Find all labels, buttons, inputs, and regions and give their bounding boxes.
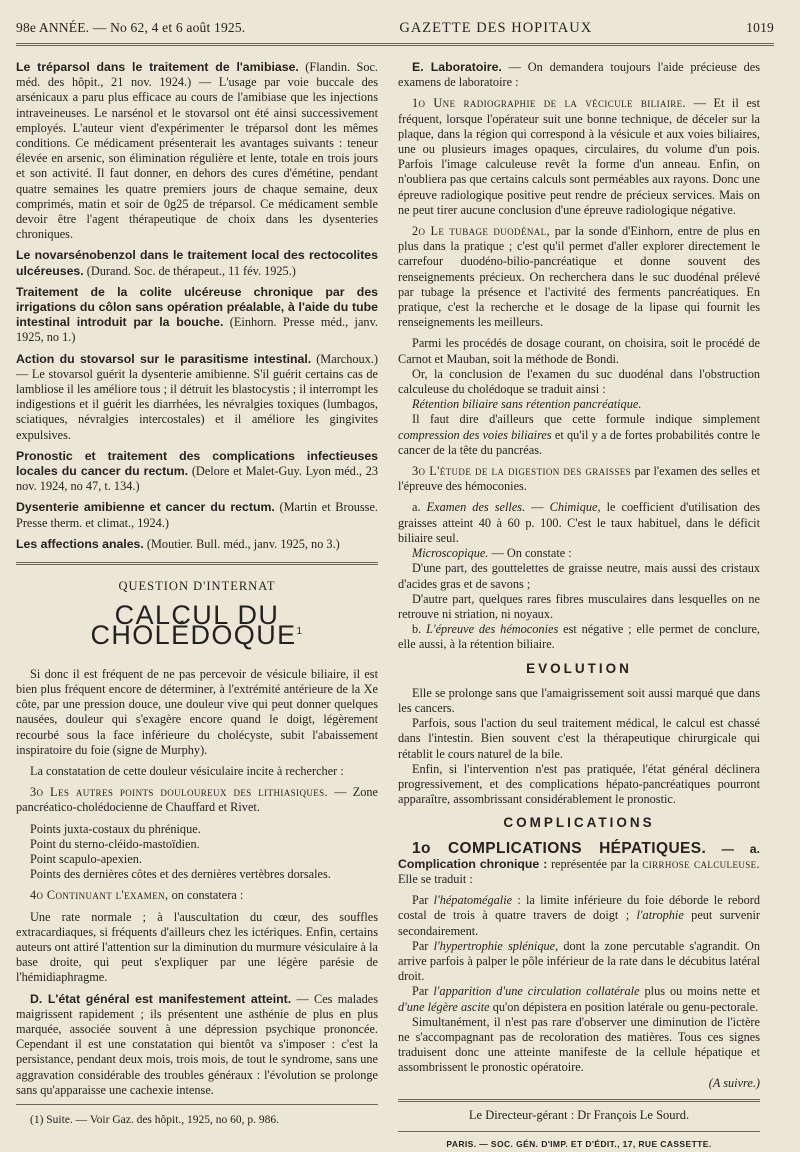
list-item: Point du sterno-cléido-mastoïdien. (30, 836, 200, 851)
para-evolution-3: Enfin, si l'intervention n'est pas pratiquée, l'état général déclinera progressivement, et des complications hépato-pancréatiques pourront apparaître, assombrissant considérablement le pronostic. (398, 761, 760, 807)
left-column (16, 60, 378, 1152)
list-item: Points des dernières côtes et des dernières vertèbres dorsales. (30, 867, 331, 882)
para-ictere: Simultanément, il n'est pas rare d'observer une diminution de l'ictère ne s'accompagnant pas de recoloration des matières. Tous ces signes traduisent donc une atteinte manifeste de la cellule hépatique et assombrissent le pronostic opératoire. (398, 1014, 760, 1075)
footnote-rule (16, 1104, 378, 1105)
page-header (16, 12, 774, 43)
abstract-affections-anales: Les affections anales. (Moutier. Bull. méd., janv. 1925, no 3.) (16, 536, 340, 551)
printer-line: PARIS. — SOC. GÉN. D'IMP. ET D'ÉDIT., 17, RUE CASSETTE. (398, 1131, 760, 1152)
para-hepatomegalie: Par l'hépatomégalie : la limite inférieure du foie déborde le rebord costal de trois à quatre travers de doigt ; l'atrophie peut survenir secondairement. (398, 893, 761, 938)
para-tubage: 2o Le tubage duodénal, par la sonde d'Einhorn, entre de plus en plus dans la pratique ; c'est qu'il permet d'aller explorer directement le carrefour duodéno-bilio-pancréatique et donne souvent des renseignements précieux. On recherchera dans le suc duodénal prélevé par tubage la présence et l'activité des ferments pancréatiques. En pratique, c'est la recherche et le dosage de la lipase qui fournit les renseignements les meilleurs. (398, 224, 760, 330)
para-formule: Il faut dire d'ailleurs que cette formule indique simplement compression des voies biliaires et qu'il y a de fortes probabilités contre le cancer de la tête du pancréas. (398, 412, 760, 457)
para-etat-general: D. L'état général est manifestement atteint. — Ces malades maigrissent rapidement ; ils présentent une asthénie de plus en plus marquée, associée souvent à une dépression psychique prononcée. Cependant il est une constatation qui bientôt va s'imposer : c'est la persistance, pendant deux mois, trois mois, de tout le syndrome, sans une aggravation considérable des troubles généraux : l'évolution se prolonge sans qu'apparaisse une cachexie intense. (16, 991, 379, 1097)
director-signature: Le Directeur-gérant : Dr François Le Sourd. (398, 1099, 760, 1123)
abstract-colite: Traitement de la colite ulcéreuse chronique par des irrigations du côlon sans opération préalable, à l'aide du tube intestinal introduit par la bouche. (Einhorn. Presse méd., janv. 1925, no 1.) (16, 284, 379, 345)
para-murphy: Si donc il est fréquent de ne pas percevoir de vésicule biliaire, il est bien plus fréquent encore de déterminer, à l'extrémité antérieure de la Xe côte, par une pression douce, une douleur vive qui peut donner quelques nausées, douleur qui s'exagère encore quand le doigt, légèrement recourbé sous la face inférieure du cholécyste, subit l'abaissement inspiratoire du foie (signe de Murphy). (16, 666, 378, 757)
para-dosage: Parmi les procédés de dosage courant, on choisira, soit le procédé de Carnot et Mauban, soit la méthode de Bondi. (398, 336, 760, 366)
right-column (398, 60, 760, 1152)
para-rate-normale: Une rate normale ; à l'auscultation du cœur, des souffles extracardiaques, si fréquents d'ailleurs chez les ictériques. Enfin, certains auteurs ont attiré l'attention sur la diminution du murmure vésiculaire à la base droite, qui peut s'expliquer par une légère parésie de l'hémidiaphragme. (16, 909, 378, 985)
evolution-heading: EVOLUTION (526, 660, 632, 676)
section-rule (16, 562, 378, 565)
para-graisse-neutre: D'une part, des gouttelettes de graisse neutre, mais aussi des cristaux d'acides gras et de savons ; (398, 561, 760, 591)
para-complications-hepatiques: 1o COMPLICATIONS HÉPATIQUES. — a. Complication chronique : représentée par la cirrhose calculeuse. Elle se traduit : (398, 839, 761, 886)
abstract-pronostic: Pronostic et traitement des complications infectieuses locales du cancer du rectum. (Delore et Malet-Guy. Lyon méd., 23 nov. 1924, no 47, t. 134.) (16, 448, 378, 494)
para-graisses: 3o L'étude de la digestion des graisses par l'examen des selles et l'épreuve des hémoconies. (398, 464, 760, 494)
para-evolution-2: Parfois, sous l'action du seul traitement médical, le calcul est chassé dans l'intestin. Bien souvent c'est la thérapeutique chirurgicale qui rétablit le cours naturel de la bile. (398, 716, 760, 761)
title-footnote-marker: 1 (296, 625, 304, 637)
header-page-number: 1019 (746, 20, 774, 35)
abstract-stovarsol: Action du stovarsol sur le parasitisme intestinal. (Marchoux.) — Le stovarsol guérit la dysenterie amibienne. S'il guérit certains cas de lambliose il les améliore tous ; il détruit les blastocystis ; il interrompt les indigestions et il guérit les diarrhées, les névralgies toxiques (lumbagos, sciatiques, névralgies intercostales) et il améliore les gingivites expulsives. (16, 351, 379, 442)
main-title: CALCUL DU CHOLÉDOQUE$^1$ (90, 600, 304, 650)
abstract-treparsol: Le tréparsol dans le traitement de l'amibiase. (Flandin. Soc. méd. des hôpit., 21 nov. 1924.) — L'usage par voie buccale des arsénicaux a paru plus efficace au cours de l'amibiase que les injections intraveineuses. Le narsénol et le stovarsol ont été ainsi successivement employés. L'auteur vient d'expérimenter le tréparsol dont les mêmes conditions. Ce médicament présenterait les avantages suivants : teneur élevée en arsenic, son élimination régulière et lente, totale en trois jours et son activité. Il faut donner, en dehors des cures d'émétine, pendant quatre semaines les quatre premiers jours de chaque semaine, deux comprimés, matin et soir de 0g25 de tréparsol. Ce médicament semble devoir être l'agent thérapeutique de choix dans les dysenteries chroniques. (16, 60, 379, 242)
abstract-dysenterie: Dysenterie amibienne et cancer du rectum. (Martin et Brousse. Presse therm. et climat., 1924.) (16, 500, 378, 530)
para-microscopique: Microscopique. — On constate : (412, 546, 572, 561)
para-examen-selles: a. Examen des selles. — Chimique, le coefficient d'utilisation des graisses atteint 40 à 60 p. 100. C'est le taux habituel, dans le déficit biliaire seul. (398, 500, 760, 545)
columns (16, 60, 774, 1152)
para-conclusion: Or, la conclusion de l'examen du suc duodénal dans l'obstruction calculeuse du cholédoque se traduit ainsi : (398, 366, 760, 397)
para-constatation: La constatation de cette douleur vésiculaire incite à rechercher : (30, 763, 344, 778)
para-laboratoire: E. Laboratoire. — On demandera toujours l'aide précieuse des examens de laboratoire : (398, 60, 760, 90)
abstract-novarsenobenzol: Le novarsénobenzol dans le traitement local des rectocolites ulcéreuses. (Durand. Soc. de thérapeut., 11 fév. 1925.) (16, 248, 378, 278)
para-evolution-1: Elle se prolonge sans que l'amaigrissement soit aussi marqué que dans les cancers. (398, 685, 760, 715)
para-fibres: D'autre part, quelques rares fibres musculaires dans lesquelles on ne retrouve ni striation, ni noyaux. (398, 591, 760, 621)
header-rule (16, 43, 774, 46)
para-circulation: Par l'apparition d'une circulation collatérale plus ou moins nette et d'une légère ascite qu'on dépistera en position latérale ou genu-pectorale. (398, 984, 760, 1014)
para-points-douloureux: 3o Les autres points douloureux des lithiasiques. — Zone pancréatico-cholédocienne de Chauffard et Rivet. (16, 785, 378, 815)
header-journal-title: GAZETTE DES HOPITAUX (399, 20, 593, 36)
header-issue: 98e ANNÉE. — No 62, 4 et 6 août 1925. (16, 20, 246, 35)
para-retention: Rétention biliaire sans rétention pancréatique. (412, 397, 642, 412)
list-item: Point scapulo-apexien. (30, 851, 143, 866)
footnote: (1) Suite. — Voir Gaz. des hôpit., 1925, no 60, p. 986. (30, 1113, 280, 1126)
section-label: QUESTION D'INTERNAT (118, 579, 276, 594)
complications-heading: COMPLICATIONS (503, 815, 655, 831)
para-hypertrophie: Par l'hypertrophie splénique, dont la zone percutable s'agrandit. On arrive parfois à palper le pôle inférieur de la rate dans le décubitus latéral droit. (398, 938, 760, 984)
para-continuant: 4o Continuant l'examen, on constatera : (30, 888, 244, 903)
a-suivre: (A suivre.) (708, 1075, 760, 1090)
list-item: Points juxta-costaux du phrénique. (30, 821, 201, 836)
para-radiographie: 1o Une radiographie de la vécicule biliaire. — Et il est fréquent, lorsque l'opérateur suit une bonne technique, de déceler sur la plaque, dans la région qui correspond à la vésicule et aux voies biliaires, une ou plusieurs images opaques, circulaires, du volume d'un pois. Parfois l'image calculeuse revêt la forme d'un anneau. Enfin, on n'oubliera pas que certains calculs sont perméables aux rayons. Donc une épreuve radiologique positive peut rendre de précieux services. Mais on ne peut tirer aucune conclusion d'une épreuve radiologique négative. (398, 96, 760, 217)
para-hemoconies: b. L'épreuve des hémoconies est négative ; elle permet de conclure, elle aussi, à la rétention biliaire. (398, 622, 760, 652)
